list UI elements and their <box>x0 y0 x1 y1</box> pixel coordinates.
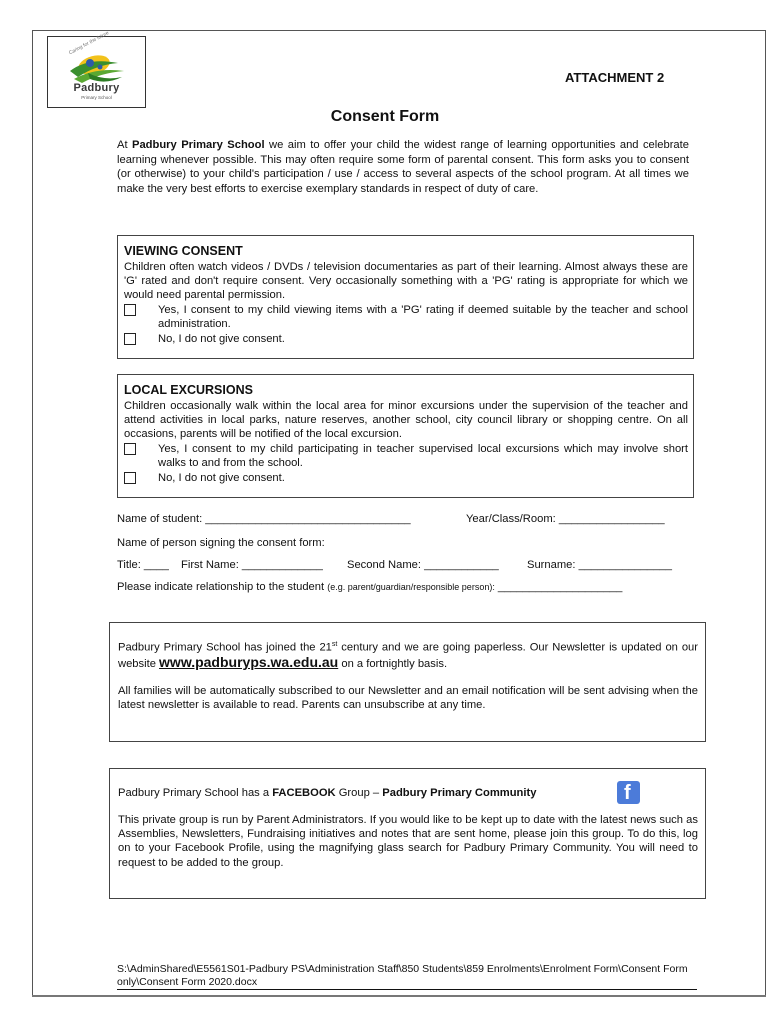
logo-school-name: Padbury <box>73 82 120 94</box>
viewing-consent-section <box>117 235 694 359</box>
viewing-consent-heading: VIEWING CONSENT <box>124 244 243 258</box>
footer-file-path: S:\AdminShared\E5561S01-Padbury PS\Administration Staff\850 Students\859 Enrolments\Enrolment Form\Consent Form only\Consent Form 2020.docx <box>117 963 688 988</box>
facebook-icon-glyph: f <box>624 782 631 804</box>
viewing-yes-label: Yes, I consent to my child viewing items with a 'PG' rating if deemed suitable by the teacher and school administration. <box>158 304 688 330</box>
newsletter-text-c: on a fortnightly basis. <box>338 657 448 670</box>
viewing-no-label: No, I do not give consent. <box>158 333 285 345</box>
footer-divider <box>117 989 697 990</box>
facebook-heading-line <box>118 786 698 800</box>
local-option-yes[interactable] <box>124 442 688 472</box>
first-name-field[interactable]: First Name: _____________ <box>181 559 323 571</box>
viewing-option-no[interactable] <box>124 332 688 348</box>
facebook-group-name: Padbury Primary Community <box>382 787 537 799</box>
viewing-option-yes[interactable] <box>124 303 688 333</box>
facebook-icon[interactable] <box>617 781 640 804</box>
local-option-no[interactable] <box>124 471 688 487</box>
student-name-field[interactable]: Name of student: _________________________________ <box>117 513 411 525</box>
page-title: Consent Form <box>330 108 440 125</box>
year-class-room-field[interactable]: Year/Class/Room: _________________ <box>466 513 665 525</box>
logo-subtitle: Primary School <box>81 95 112 100</box>
signing-person-label: Name of person signing the consent form: <box>117 537 325 549</box>
viewing-consent-text: Children often watch videos / DVDs / television documentaries as part of their learning. Almost always these are 'G' rated and don't require consent. Very occasionally something with a 'PG' rating is appropriate for which we would need parental permission. <box>124 261 688 302</box>
second-name-field[interactable]: Second Name: ____________ <box>347 559 499 571</box>
relationship-blank: ____________________ <box>494 581 623 593</box>
facebook-text-b: Group – <box>335 787 383 799</box>
facebook-bold-label: FACEBOOK <box>272 787 336 799</box>
page-bottom-edge <box>32 995 766 997</box>
local-excursions-text: Children occasionally walk within the local area for minor excursions under the supervision of the teacher and attend activities in local parks, nature reserves, another school, city council library or shopping centre. On all occasions, parents will be notified of the local excursion. <box>124 400 688 441</box>
facebook-section <box>109 768 706 899</box>
logo-tagline: Caring for the future <box>68 30 111 57</box>
local-yes-label: Yes, I consent to my child participating in teacher supervised local excursions which may involve short walks to and from the school. <box>158 443 688 469</box>
newsletter-website-link[interactable]: www.padburyps.wa.edu.au <box>159 653 339 670</box>
intro-prefix: At <box>117 139 132 151</box>
relationship-field[interactable] <box>117 581 622 593</box>
facebook-text-a: Padbury Primary School has a <box>118 787 273 799</box>
surname-field[interactable]: Surname: _______________ <box>527 559 672 571</box>
newsletter-superscript: st <box>331 641 338 648</box>
intro-text: we aim to offer your child the widest range of learning opportunities and celebrate learning whenever possible. This may often require some form of parental consent. This form asks you to consent (or otherwise) to your child's participation / use / access to several aspects of the school program. At all times we make the very best efforts to exercise exemplary standards in respect of duty of care. <box>117 139 689 195</box>
intro-paragraph <box>117 138 689 196</box>
local-excursions-section <box>117 374 694 498</box>
newsletter-paragraph-1 <box>118 638 698 671</box>
newsletter-paragraph-2: All families will be automatically subscribed to our Newsletter and an email notification will be sent advising when the latest newsletter is available to read. Parents can unsubscribe at any time. <box>118 685 698 712</box>
relationship-hint: (e.g. parent/guardian/responsible person): <box>327 582 495 592</box>
local-yes-checkbox[interactable] <box>124 443 136 455</box>
newsletter-section <box>109 622 706 742</box>
local-no-label: No, I do not give consent. <box>158 472 285 484</box>
school-logo <box>47 30 146 108</box>
viewing-no-checkbox[interactable] <box>124 333 136 345</box>
local-no-checkbox[interactable] <box>124 472 136 484</box>
relationship-prefix: Please indicate relationship to the student <box>117 581 328 593</box>
attachment-label: ATTACHMENT 2 <box>565 70 665 85</box>
intro-school-name: Padbury Primary School <box>132 139 265 151</box>
title-field[interactable]: Title: ____ <box>117 559 169 571</box>
newsletter-text-a: Padbury Primary School has joined the 21 <box>118 641 332 654</box>
local-excursions-heading: LOCAL EXCURSIONS <box>124 383 253 397</box>
facebook-paragraph-2: This private group is run by Parent Administrators. If you would like to be kept up to date with the latest news such as Assemblies, Newsletters, Fundraising initiatives and notes that are sent home, please join this group. To do this, log on to your Facebook Profile, using the magnifying glass search for Padbury Primary Community. You will need to request to be added to the group. <box>118 814 698 869</box>
newsletter-text-b: century and we are going paperless. Our Newsletter is updated on our website <box>118 641 698 670</box>
viewing-yes-checkbox[interactable] <box>124 304 136 316</box>
